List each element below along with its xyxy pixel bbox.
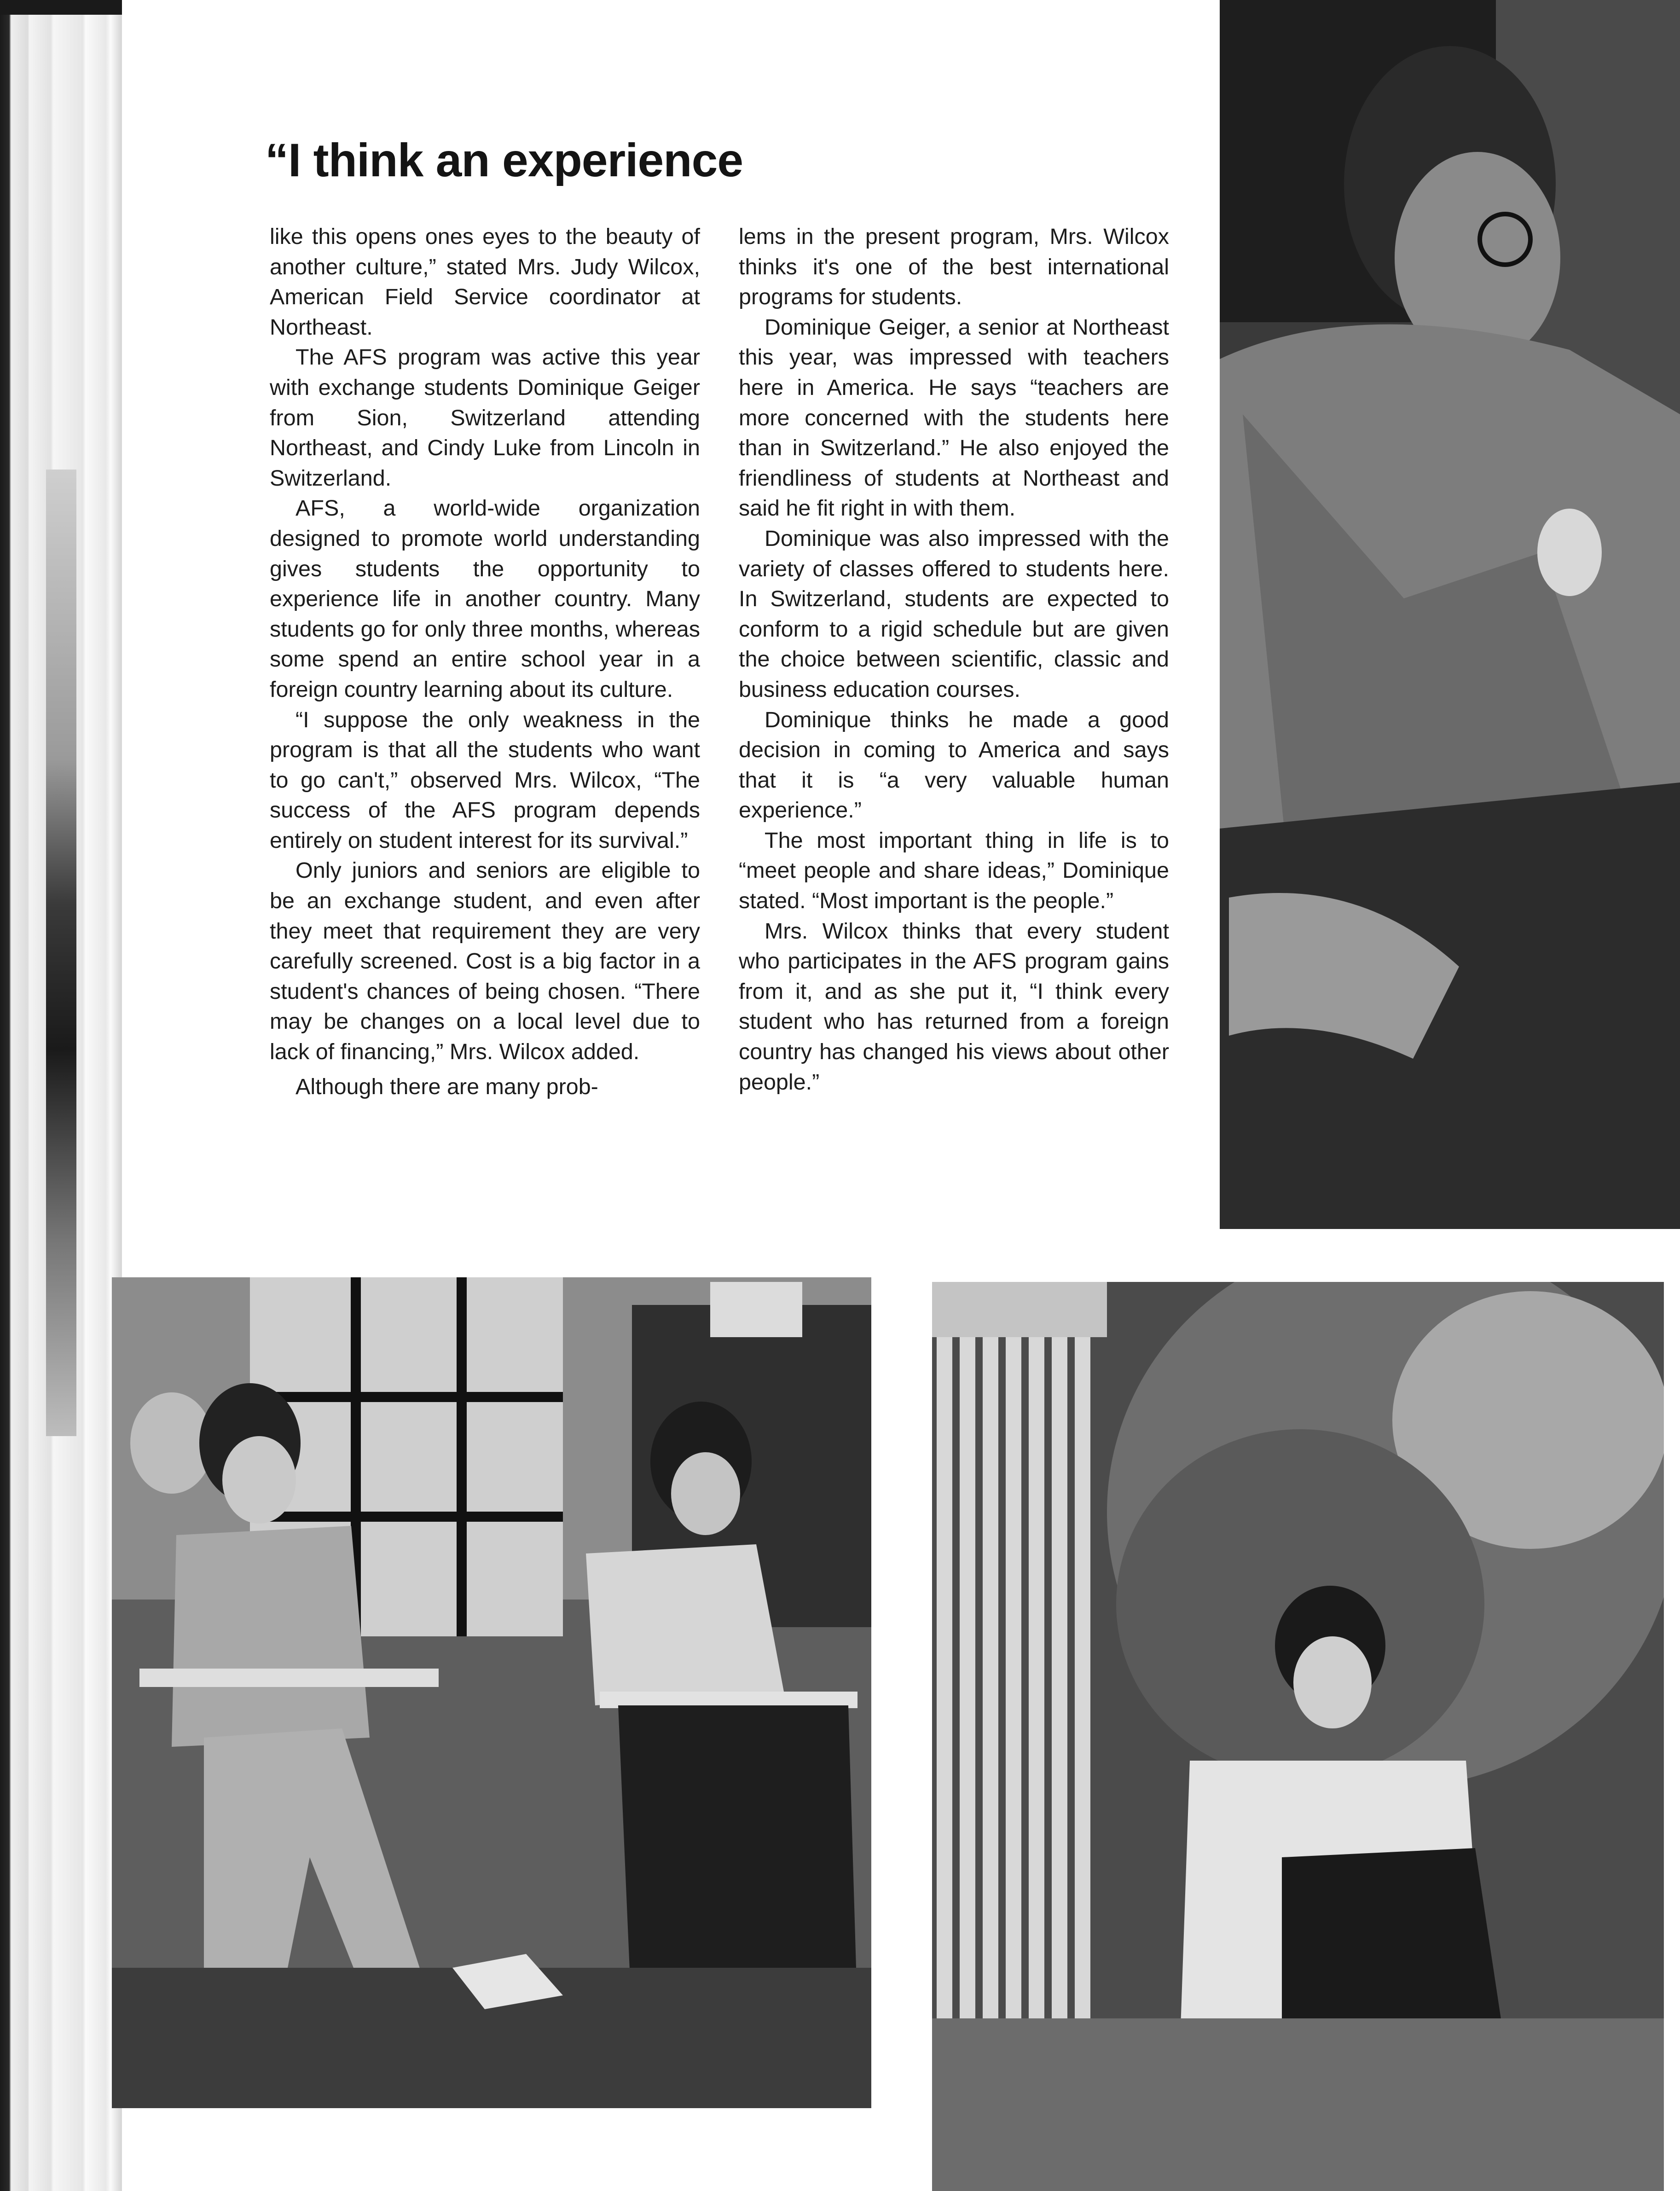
paragraph: lems in the present program, Mrs. Wilcox thinks it's one of the best international programs for students. bbox=[739, 224, 1169, 310]
paragraph: The AFS program was active this year with exchange students Dominique Geiger from Sion, Switzerland attending Northeast, and Cindy Luke from Lincoln in Switzerland. bbox=[270, 345, 700, 491]
photo-student-by-fence-image bbox=[932, 1282, 1664, 2191]
photo-student-with-button bbox=[1220, 0, 1680, 1229]
text-column-right bbox=[739, 222, 1169, 1097]
paragraph: like this opens ones eyes to the beauty of another culture,” stated Mrs. Judy Wilcox, American Field Service coordinator at Northeast. bbox=[270, 224, 700, 340]
paragraph: Dominique was also impressed with the variety of classes offered to students here. In Switzerland, students are expected to conform to a rigid schedule but are given the choice between scientific, classic and business education courses. bbox=[739, 526, 1169, 702]
photo-student-with-button-image bbox=[1220, 0, 1680, 1229]
photo-classroom-students bbox=[112, 1277, 871, 2108]
paragraph: AFS, a world-wide organization designed to promote world understanding gives students the opportunity to experience life in another country. Many students go for only three months, whereas some spend an entire school year in a foreign country learning about its culture. bbox=[270, 496, 700, 702]
paragraph: Mrs. Wilcox thinks that every student who participates in the AFS program gains from it, and as she put it, “I think every student who has returned from a foreign country has changed his views about other people.” bbox=[739, 918, 1169, 1095]
text-column-left bbox=[270, 222, 700, 1102]
paragraph: Although there are many prob- bbox=[295, 1074, 598, 1099]
binding-top bbox=[0, 0, 122, 15]
photo-classroom-students-image bbox=[112, 1277, 871, 2108]
page-edge-photo-strip bbox=[46, 470, 76, 1436]
headline: “I think an experience bbox=[265, 134, 743, 186]
paragraph: “I suppose the only weakness in the program is that all the students who want to go can't,” observed Mrs. Wilcox, “The success of the AFS program depends entirely on student interest for its survival.” bbox=[270, 707, 700, 853]
paragraph: The most important thing in life is to “meet people and share ideas,” Dominique stated. “Most important is the people.” bbox=[739, 828, 1169, 914]
photo-student-by-fence bbox=[932, 1282, 1664, 2191]
paragraph: Dominique thinks he made a good decision in coming to America and says that it is “a very valuable human experience.” bbox=[739, 707, 1169, 823]
paragraph: Dominique Geiger, a senior at Northeast this year, was impressed with teachers here in America. He says “teachers are more concerned with the students here than in Switzerland.” He also enjoyed the friendliness of students at Northeast and said he fit right in with them. bbox=[739, 314, 1169, 521]
paragraph: Only juniors and seniors are eligible to be an exchange student, and even after they meet that requirement they are very carefully screened. Cost is a big factor in a student's chances of being chosen. “There may be changes on a local level due to lack of financing,” Mrs. Wilcox added. bbox=[270, 858, 700, 1065]
